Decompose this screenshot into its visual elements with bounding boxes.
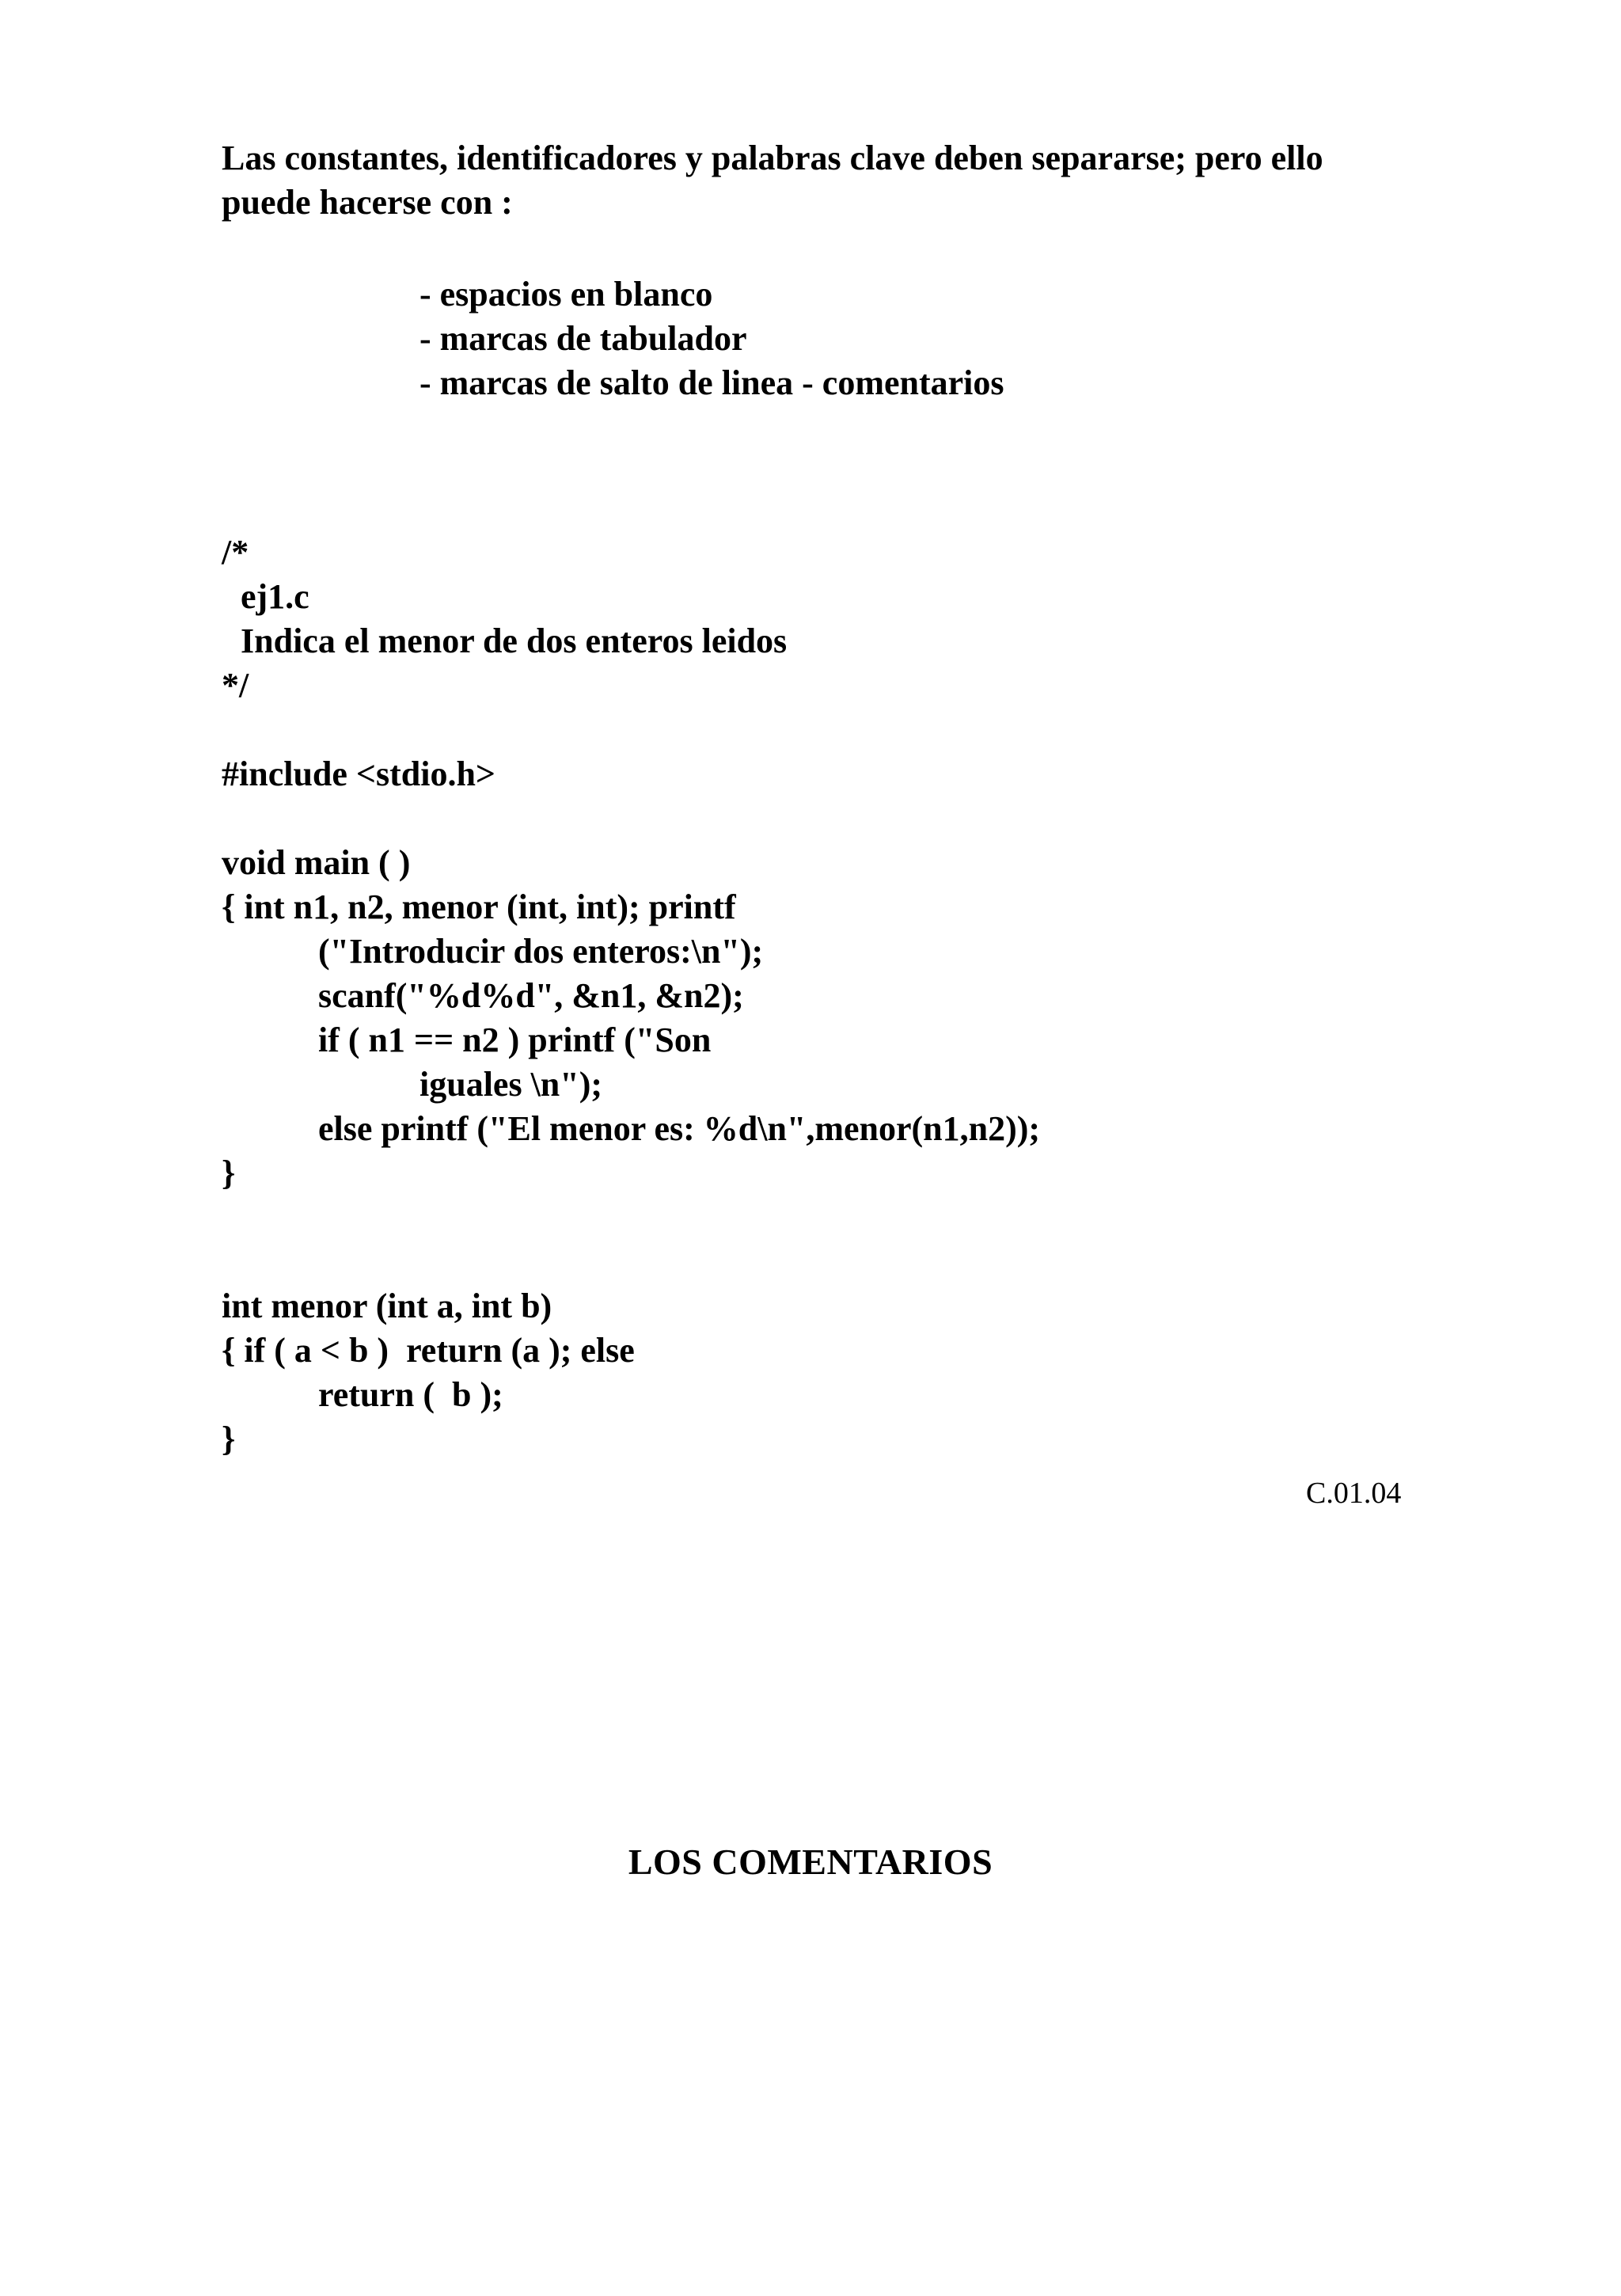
code-line: scanf("%d%d", &n1, &n2); xyxy=(318,976,744,1015)
separator-list xyxy=(419,272,1004,405)
code-line: iguales \n"); xyxy=(419,1065,602,1104)
code-line: */ xyxy=(222,666,249,705)
code-line: return ( b ); xyxy=(318,1375,503,1414)
code-line-blank xyxy=(222,796,1488,841)
code-line: } xyxy=(222,1154,236,1192)
code-line: } xyxy=(222,1420,236,1458)
code-line: void main ( ) xyxy=(222,843,411,882)
page-code: C.01.04 xyxy=(1306,1477,1402,1510)
section-heading: LOS COMENTARIOS xyxy=(628,1842,993,1882)
list-item: - espacios en blanco xyxy=(419,275,713,314)
code-line-blank xyxy=(222,1240,1488,1284)
code-line: Indica el menor de dos enteros leidos xyxy=(241,622,788,660)
intro-paragraph xyxy=(222,136,1456,225)
code-line: int menor (int a, int b) xyxy=(222,1287,552,1325)
code-line-blank xyxy=(222,708,1488,752)
code-line: if ( n1 == n2 ) printf ("Son xyxy=(318,1021,712,1059)
list-item: - marcas de tabulador xyxy=(419,319,747,358)
code-line: ("Introducir dos enteros:\n"); xyxy=(318,932,764,971)
code-line: { int n1, n2, menor (int, int); printf xyxy=(222,888,736,926)
code-line: #include <stdio.h> xyxy=(222,755,496,793)
intro-line-2: puede hacerse con : xyxy=(222,183,513,222)
code-line: else printf ("El menor es: %d\n",menor(n1,n2)); xyxy=(318,1109,1041,1148)
code-line: /* xyxy=(222,533,249,572)
code-listing xyxy=(222,530,1488,1462)
code-line-blank xyxy=(222,1196,1488,1240)
code-line: { if ( a < b ) return (a ); else xyxy=(222,1331,635,1370)
intro-line-1: Las constantes, identificadores y palabras clave deben separarse; pero ello xyxy=(222,139,1323,177)
list-item: - marcas de salto de linea - comentarios xyxy=(419,363,1004,402)
code-line: ej1.c xyxy=(241,577,309,616)
